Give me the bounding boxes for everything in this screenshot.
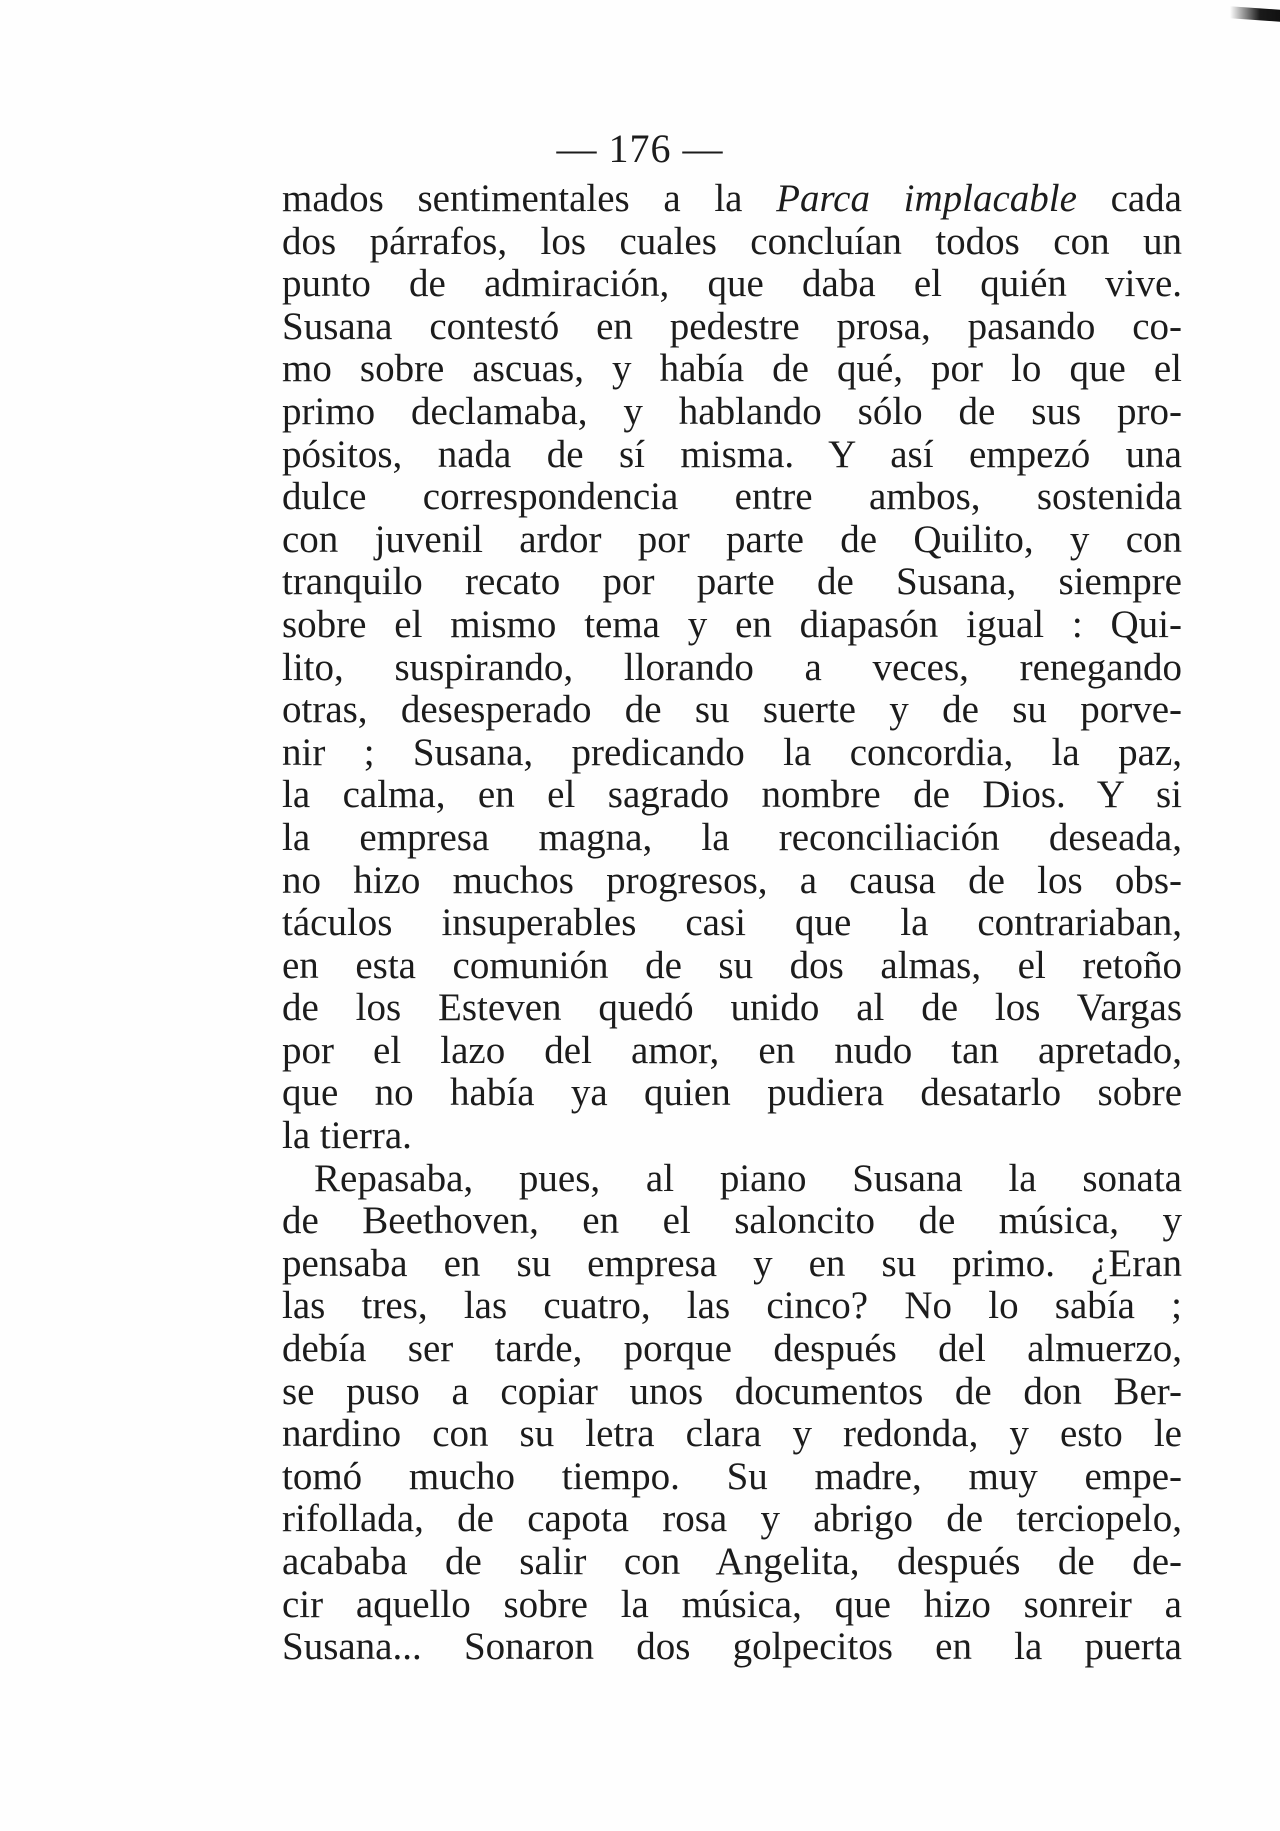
text-line: por el lazo del amor, en nudo tan apretado, [282, 1028, 1182, 1072]
text-line: nardino con su letra clara y redonda, y esto le [282, 1412, 1182, 1456]
text-line: dos párrafos, los cuales concluían todos con un [282, 219, 1182, 263]
text-line: no hizo muchos progresos, a causa de los obs- [282, 858, 1182, 902]
text-line: Susana... Sonaron dos golpecitos en la puerta [282, 1625, 1182, 1669]
text-line: punto de admiración, que daba el quién vive. [282, 262, 1182, 306]
paragraph-start-line: Repasaba, pues, al piano Susana la sonata [314, 1156, 1182, 1200]
text-line: Susana contestó en pedestre prosa, pasando co- [282, 304, 1182, 348]
text-line: acababa de salir con Angelita, después de de- [282, 1540, 1182, 1583]
text-line: lito, suspirando, llorando a veces, renegando [282, 645, 1182, 689]
text-line: de Beethoven, en el saloncito de música, y [282, 1199, 1182, 1243]
text-line: dulce correspondencia entre ambos, sostenida [282, 475, 1182, 519]
text-line: la calma, en el sagrado nombre de Dios. Y si [282, 773, 1182, 817]
text-line: la empresa magna, la reconciliación deseada, [282, 815, 1182, 859]
paragraph-end-line: la tierra. [282, 1114, 412, 1158]
text-line: otras, desesperado de su suerte y de su porve- [282, 688, 1182, 732]
text-line: sobre el mismo tema y en diapasón igual : Qui- [282, 602, 1182, 646]
text-line: las tres, las cuatro, las cinco? No lo sabía ; [282, 1284, 1182, 1328]
text-line: mados sentimentales a la Parca implacable cada [282, 177, 1182, 220]
text-line: debía ser tarde, porque después del almuerzo, [282, 1327, 1182, 1371]
text-line: pensaba en su empresa y en su primo. ¿Eran [282, 1241, 1182, 1285]
text-line: de los Esteven quedó unido al de los Vargas [282, 986, 1182, 1030]
text-line: táculos insuperables casi que la contrariaban, [282, 901, 1182, 945]
text-line: cir aquello sobre la música, que hizo sonreir a [282, 1582, 1182, 1626]
text-line: nir ; Susana, predicando la concordia, la paz, [282, 730, 1182, 774]
text-line: en esta comunión de su dos almas, el retoño [282, 943, 1182, 987]
italic-phrase: Parca implacable [776, 177, 1077, 220]
scan-edge-mark [1230, 6, 1280, 21]
text-line: se puso a copiar unos documentos de don Ber- [282, 1369, 1182, 1413]
text-line: rifollada, de capota rosa y abrigo de terciopelo, [282, 1497, 1182, 1541]
text-line: primo declamaba, y hablando sólo de sus pro- [282, 389, 1182, 433]
text-line: con juvenil ardor por parte de Quilito, y con [282, 517, 1182, 561]
body-text [282, 178, 1182, 1669]
text-line: mo sobre ascuas, y había de qué, por lo que el [282, 347, 1182, 391]
text-line: tranquilo recato por parte de Susana, siempre [282, 560, 1182, 604]
page-number: — 176 — [556, 126, 724, 171]
text-line: tomó mucho tiempo. Su madre, muy empe- [282, 1454, 1182, 1498]
text-line: que no había ya quien pudiera desatarlo sobre [282, 1071, 1182, 1115]
text-line: pósitos, nada de sí misma. Y así empezó una [282, 432, 1182, 476]
